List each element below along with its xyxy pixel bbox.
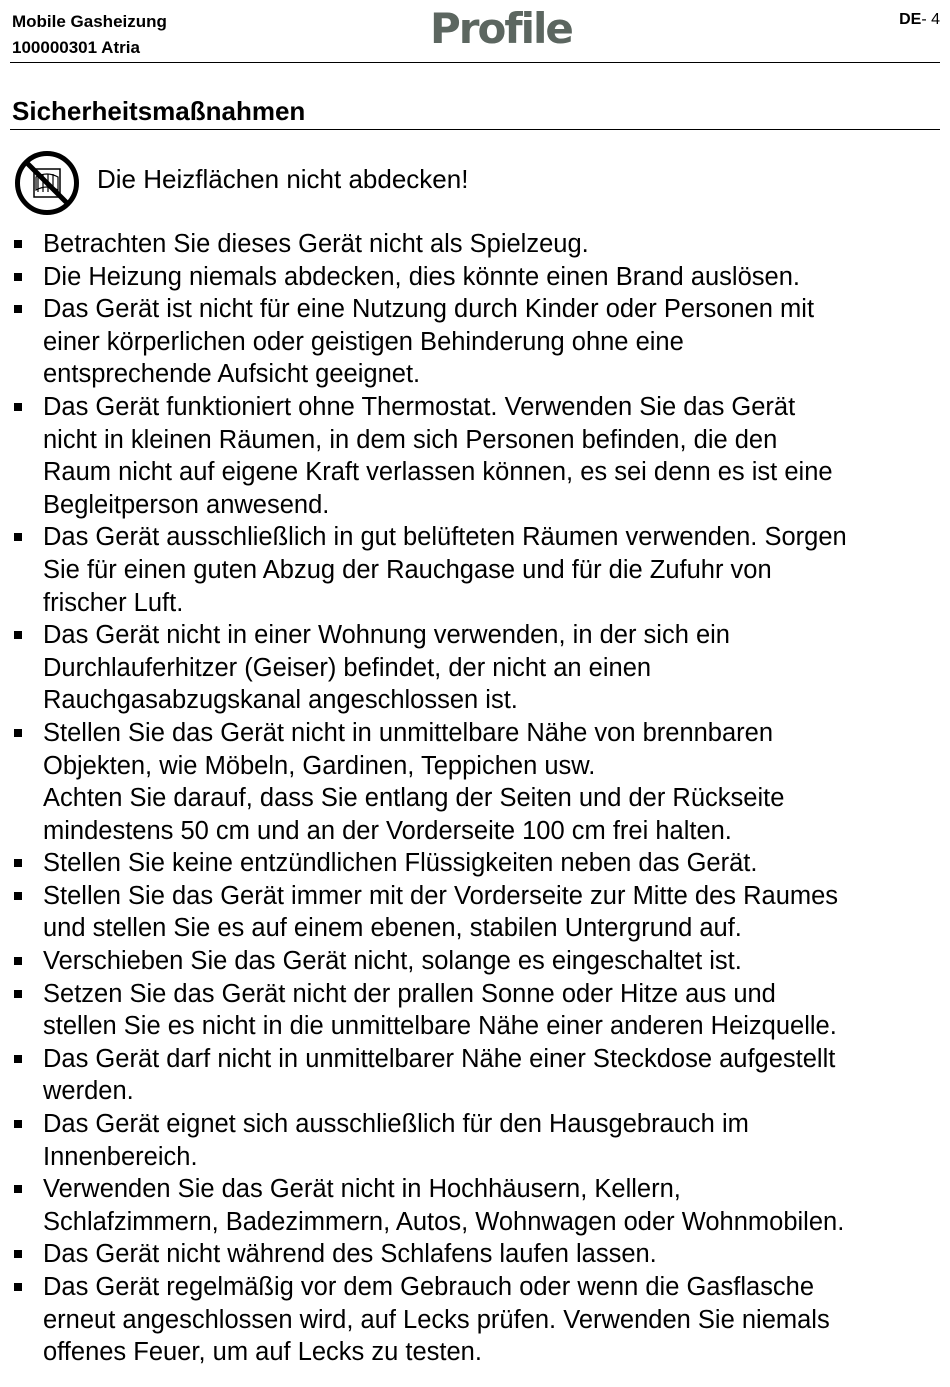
list-item: Betrachten Sie dieses Gerät nicht als Spielzeug. <box>10 228 940 261</box>
list-item: Das Gerät eignet sich ausschließlich für den Hausgebrauch im Innenbereich. <box>10 1108 940 1173</box>
section-title: Sicherheitsmaßnahmen <box>12 96 306 126</box>
list-item: Verschieben Sie das Gerät nicht, solange es eingeschaltet ist. <box>10 945 940 978</box>
list-item: Das Gerät darf nicht in unmittelbarer Nähe einer Steckdose aufgestellt werden. <box>10 1043 940 1108</box>
warning-text: Die Heizflächen nicht abdecken! <box>97 164 469 194</box>
product-name: Mobile Gasheizung <box>12 12 167 31</box>
list-item: Verwenden Sie das Gerät nicht in Hochhäusern, Kellern, Schlafzimmern, Badezimmern, Autos, Wohnwagen oder Wohnmobilen. <box>10 1173 940 1238</box>
safety-rules-list <box>10 228 940 1369</box>
list-item: Das Gerät regelmäßig vor dem Gebrauch oder wenn die Gasflasche erneut angeschlossen wird, auf Lecks prüfen. Verwenden Sie niemals offenes Feuer, um auf Lecks zu testen. <box>10 1271 940 1369</box>
header-product-info <box>12 9 167 61</box>
language-code: DE <box>899 11 922 28</box>
list-item: Das Gerät ist nicht für eine Nutzung durch Kinder oder Personen mit einer körperlichen oder geistigen Behinderung ohne eine entsprechende Aufsicht geeignet. <box>10 293 940 391</box>
header-divider <box>10 62 940 63</box>
list-item: Stellen Sie das Gerät nicht in unmittelbare Nähe von brennbaren Objekten, wie Möbeln, Gardinen, Teppichen usw. Achten Sie darauf, dass Sie entlang der Seiten und der Rückseite mindestens 50 cm und an der Vorderseite 100 cm frei halten. <box>10 717 940 847</box>
section-divider <box>10 129 940 130</box>
page-number-value: - 4 <box>921 11 940 28</box>
list-item: Das Gerät nicht während des Schlafens laufen lassen. <box>10 1238 940 1271</box>
page-number <box>899 11 940 29</box>
model-number: 100000301 Atria <box>12 38 140 57</box>
list-item: Das Gerät ausschließlich in gut belüfteten Räumen verwenden. Sorgen Sie für einen guten Abzug der Rauchgase und für die Zufuhr von frischer Luft. <box>10 521 940 619</box>
no-cover-prohibition-icon <box>14 150 80 216</box>
page-header <box>10 0 940 62</box>
brand-logo: Profile <box>430 4 572 53</box>
list-item: Die Heizung niemals abdecken, dies könnte einen Brand auslösen. <box>10 261 940 294</box>
list-item: Setzen Sie das Gerät nicht der prallen Sonne oder Hitze aus und stellen Sie es nicht in die unmittelbare Nähe einer anderen Heizquelle. <box>10 978 940 1043</box>
list-item: Das Gerät nicht in einer Wohnung verwenden, in der sich ein Durchlauferhitzer (Geiser) befindet, der nicht an einen Rauchgasabzugskanal angeschlossen ist. <box>10 619 940 717</box>
list-item: Das Gerät funktioniert ohne Thermostat. Verwenden Sie das Gerät nicht in kleinen Räumen, in dem sich Personen befinden, die den Raum nicht auf eigene Kraft verlassen können, es sei denn es ist eine Begleitperson anwesend. <box>10 391 940 521</box>
list-item: Stellen Sie das Gerät immer mit der Vorderseite zur Mitte des Raumes und stellen Sie es auf einem ebenen, stabilen Untergrund auf. <box>10 880 940 945</box>
list-item: Stellen Sie keine entzündlichen Flüssigkeiten neben das Gerät. <box>10 847 940 880</box>
